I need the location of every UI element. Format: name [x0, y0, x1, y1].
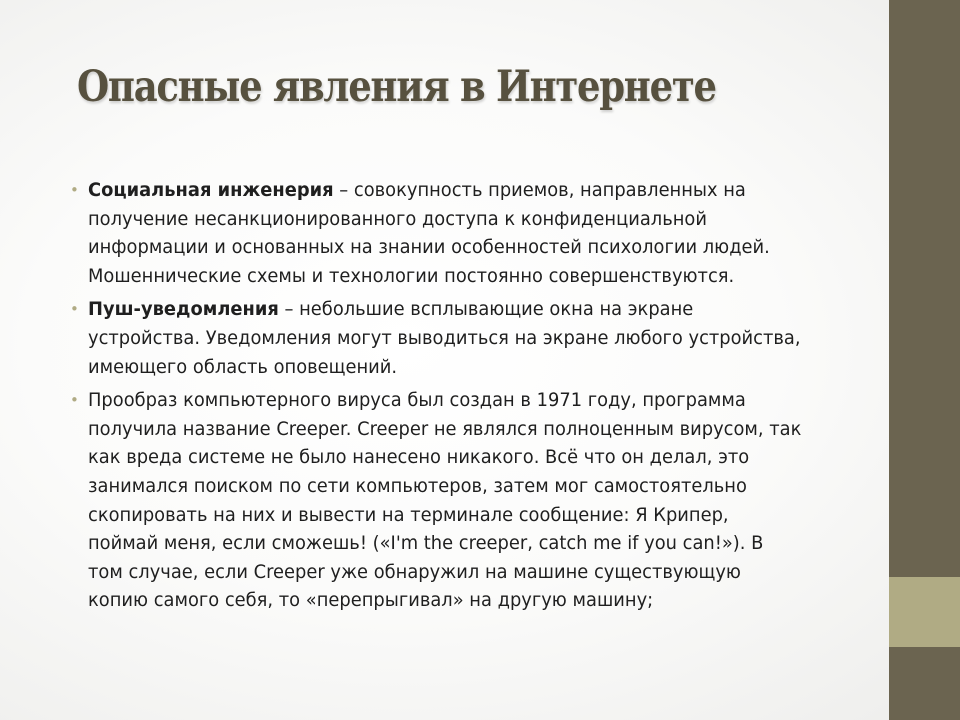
bullet-item-creeper-virus: [70, 386, 870, 615]
band-dark-top: [889, 0, 960, 577]
bullet-description: Прообраз компьютерного вируса был создан в 1971 году, программа получила название Creeper. Creeper не являлся полноценным вирусом, так как вреда системе не было нанесено никакого. Всё что он делал, это занимался поиском по сети компьютеров, затем мог самостоятельно скопировать на них и вывести на терминале сообщение: Я Крипер, поймай меня, если сможешь! («I'm the creeper, catch me if you can!»). В том случае, если Creeper уже обнаружил на машине существующую копию самого себя, то «перепрыгивал» на другую машину;: [88, 389, 802, 612]
bullet-item-push-notifications: [70, 295, 870, 381]
band-light-middle: [889, 577, 960, 647]
band-dark-bottom: [889, 647, 960, 720]
bullet-term: Пуш-уведомления: [88, 298, 279, 321]
bullet-term: Социальная инженерия: [88, 179, 334, 201]
bullet-description: – совокупность приемов, направленных на получение несанкционированного доступа к конфиденциальной информации и основанных на знании особенностей психологии людей. Мошеннические схемы и технологии постоянно совершенствуются.: [88, 179, 770, 287]
bullet-text: [88, 386, 802, 615]
bullet-text: [88, 295, 802, 381]
bullet-description: – небольшие всплывающие окна на экране устройства. Уведомления могут выводиться на экране любого устройства, имеющего область оповещений.: [88, 298, 801, 378]
side-decoration-band: [889, 0, 960, 720]
bullet-list: [70, 176, 870, 620]
slide-title: Опасные явления в Интернете: [77, 62, 716, 112]
bullet-text: [88, 176, 802, 290]
bullet-item-social-engineering: [70, 176, 870, 290]
